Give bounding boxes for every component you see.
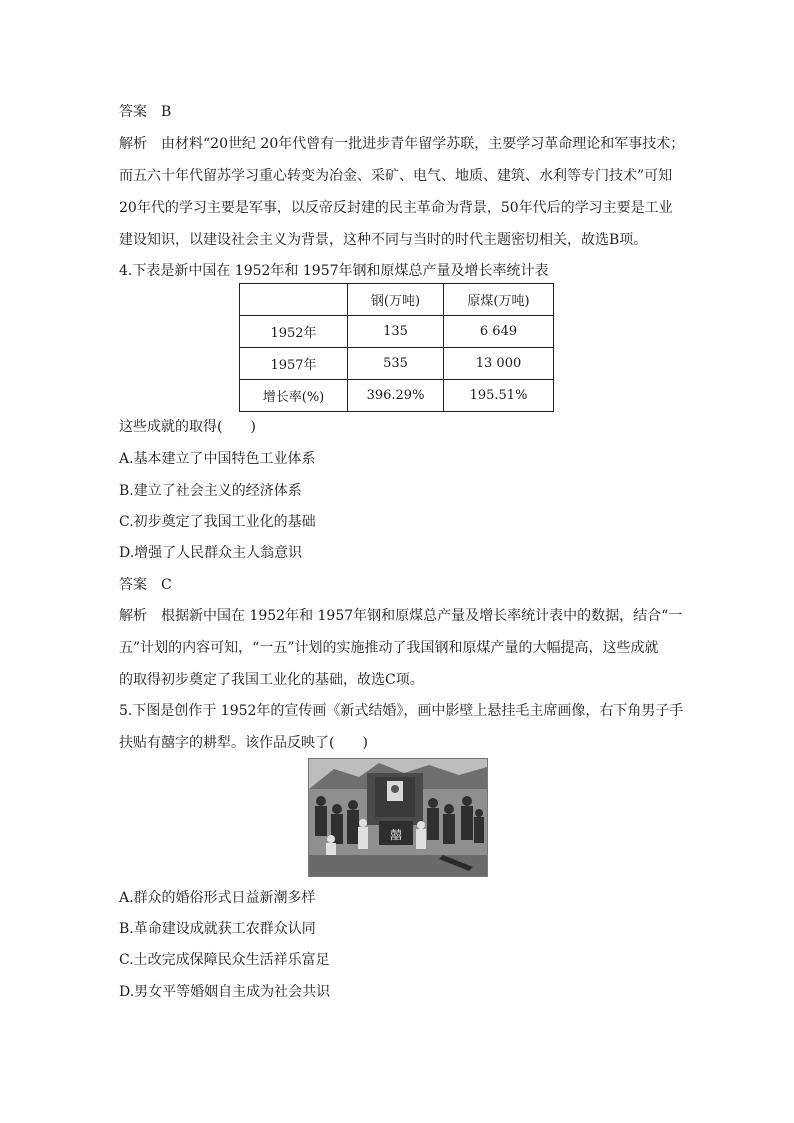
q5-option-c: C.土改完成保障民众生活祥乐富足 (119, 952, 330, 968)
q3-analysis-line-3: 20年代的学习主要是军事，以反帝反封建的民主革命为背景，50年代后的学习主要是工业 (119, 200, 673, 216)
table-cell: 增长率(%) (240, 380, 348, 412)
painting-illustration (309, 759, 487, 876)
q4-option-c: C.初步奠定了我国工业化的基础 (119, 514, 316, 530)
table-row (240, 348, 554, 380)
q3-analysis-line-2: 而五六十年代留苏学习重心转变为冶金、采矿、电气、地质、建筑、水利等专门技术”可知 (119, 168, 673, 184)
table-cell: 535 (348, 348, 444, 380)
q3-analysis-text: 由材料“20世纪 20年代曾有一批进步青年留学苏联，主要学习革命理论和军事技术； (161, 136, 685, 152)
q4-stem: 4.下表是新中国在 1952年和 1957年钢和原煤总产量及增长率统计表 (119, 263, 549, 279)
table-row (240, 316, 554, 348)
q4-option-d: D.增强了人民群众主人翁意识 (119, 545, 303, 561)
table-header-row (240, 284, 554, 316)
q3-analysis-label: 解析 (119, 136, 147, 152)
q3-answer-value: B (161, 104, 172, 120)
q5-stem-line-2: 扶贴有囍字的耕犁。该作品反映了( ) (119, 735, 368, 751)
q5-option-b: B.革命建设成就获工农群众认同 (119, 921, 316, 937)
table-cell: 1957年 (240, 348, 348, 380)
double-happiness-glyph: 囍 (389, 828, 403, 842)
q4-analysis-line-2: 五”计划的内容可知，“一五”计划的实施推动了我国钢和原煤产量的大幅提高，这些成就 (119, 640, 659, 656)
table-header-cell (240, 284, 348, 316)
table-cell: 396.29% (348, 380, 444, 412)
table-row (240, 380, 554, 412)
propaganda-painting-image (308, 758, 488, 877)
q4-option-b: B.建立了社会主义的经济体系 (119, 483, 302, 499)
q4-analysis-text: 根据新中国在 1952年和 1957年钢和原煤总产量及增长率统计表中的数据，结合“一 (161, 608, 683, 624)
q5-option-d: D.男女平等婚姻自主成为社会共识 (119, 984, 331, 1000)
q5-option-a: A.群众的婚俗形式日益新潮多样 (119, 890, 316, 906)
q4-analysis-label: 解析 (119, 608, 147, 624)
table-cell: 1952年 (240, 316, 348, 348)
production-table (239, 283, 554, 412)
q4-answer-line (119, 575, 172, 595)
q5-stem-line-1: 5.下图是创作于 1952年的宣传画《新式结婚》，画中影壁上悬挂毛主席画像，右下角男子手 (119, 703, 684, 719)
table-header-cell: 钢(万吨) (348, 284, 444, 316)
table-cell: 135 (348, 316, 444, 348)
q4-analysis-line-1 (119, 606, 682, 626)
q4-answer-label: 答案 (119, 577, 147, 593)
table-header-cell: 原煤(万吨) (444, 284, 554, 316)
table-cell: 195.51% (444, 380, 554, 412)
q3-answer-line (119, 102, 171, 122)
table-cell: 6 649 (444, 316, 554, 348)
q4-option-a: A.基本建立了中国特色工业体系 (119, 451, 316, 467)
q3-analysis-line-4: 建设知识，以建设社会主义为背景，这种不同与当时的时代主题密切相关，故选B项。 (119, 232, 648, 248)
q3-answer-label: 答案 (119, 104, 147, 120)
q4-answer-value: C (161, 577, 172, 593)
q4-question: 这些成就的取得( ) (119, 419, 256, 435)
q4-analysis-line-3: 的取得初步奠定了我国工业化的基础，故选C项。 (119, 672, 424, 688)
table-cell: 13 000 (444, 348, 554, 380)
q3-analysis-line-1 (119, 134, 684, 154)
